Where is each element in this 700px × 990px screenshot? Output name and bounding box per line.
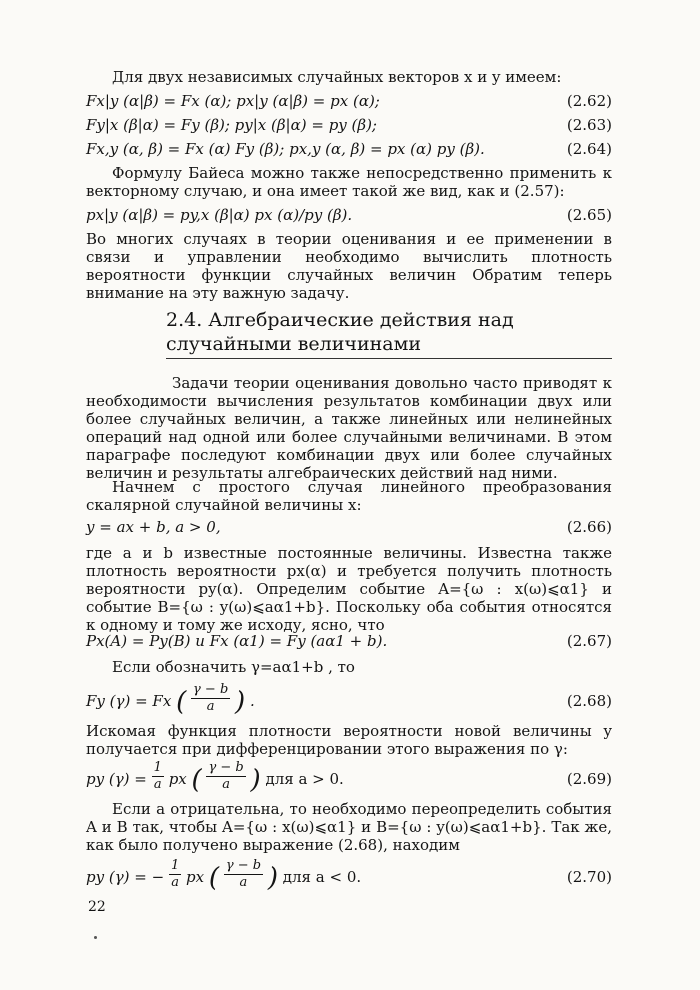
equation-2-69-tail: для a > 0. xyxy=(265,770,344,788)
equation-2-67 xyxy=(86,632,612,654)
equation-2-70-paren-open: ( xyxy=(208,863,220,893)
equation-2-64-expr: Fx,y (α, β) = Fx (α) Fy (β); px,y (α, β) = px (α) py (β). xyxy=(86,140,485,158)
equation-2-68-tail: . xyxy=(249,692,255,710)
equation-2-68-fraction-num: γ − b xyxy=(193,682,229,697)
equation-2-68-lhs: Fy (γ) = Fx xyxy=(86,692,172,710)
functions-paragraph: Во многих случаях в теории оценивания и ее применении в связи и управлении необходимо вычислить плотность вероятности функции случайных величин Обратим теперь внимание на эту важную задачу. xyxy=(86,230,612,302)
derivative-paragraph: Искомая функция плотности вероятности новой величины y получается при дифференцировании этого выражения по γ: xyxy=(86,722,612,758)
events-paragraph: где a и b известные постоянные величины. Известна также плотность вероятности px(α) и требуется получить плотность вероятности py(α). Определим событие A={ω : x(ω)⩽α1} и событие B={ω : y(ω)⩽aα1+b}. Поскольку оба события относятся к одному и тому же исходу, ясно, что xyxy=(86,544,612,634)
equation-2-63 xyxy=(86,116,612,138)
equation-2-64-number: (2.64) xyxy=(566,140,612,158)
equation-2-70-lhs: py (γ) = − xyxy=(86,868,165,886)
equation-2-69-lhs: py (γ) = xyxy=(86,770,147,788)
equation-2-63-number: (2.63) xyxy=(566,116,612,134)
equation-2-68-paren-open: ( xyxy=(176,687,187,717)
equation-2-62-expr: Fx|y (α|β) = Fx (α); px|y (α|β) = px (α); xyxy=(86,92,380,110)
equation-2-68-fraction xyxy=(191,682,230,715)
equation-2-70-tail: для a < 0. xyxy=(282,868,362,886)
equation-2-69-mid: px xyxy=(168,770,187,788)
equation-2-68-fraction-den: a xyxy=(206,699,215,714)
equation-2-65-number: (2.65) xyxy=(566,206,612,224)
bayes-paragraph: Формулу Байеса можно также непосредственно применить к векторному случаю, и она имеет такой же вид, как и (2.57): xyxy=(86,164,612,200)
equation-2-64 xyxy=(86,140,612,162)
equation-2-62 xyxy=(86,92,612,114)
intro-paragraph: Для двух независимых случайных векторов x и y имеем: xyxy=(112,68,562,86)
equation-2-70-fraction xyxy=(224,858,263,891)
gamma-paragraph: Если обозначить γ=aα1+b , то xyxy=(112,658,355,676)
equation-2-67-number: (2.67) xyxy=(566,632,612,650)
equation-2-69-fraction-den: a xyxy=(222,777,230,792)
equation-2-69-number: (2.69) xyxy=(566,770,612,788)
equation-2-69-fraction-num: γ − b xyxy=(208,760,244,775)
equation-2-69-coef xyxy=(152,760,164,793)
section-heading: 2.4. Алгебраические действия над случайными величинами xyxy=(166,309,514,355)
equation-2-70-coef xyxy=(169,858,181,891)
equation-2-70-coef-num: 1 xyxy=(170,858,180,873)
equation-2-70-fraction-num: γ − b xyxy=(225,858,262,873)
equation-2-70-coef-den: a xyxy=(171,875,179,890)
equation-2-69 xyxy=(86,760,612,800)
equation-2-66-expr: y = ax + b, a > 0, xyxy=(86,518,221,536)
equation-2-70-fraction-den: a xyxy=(239,875,248,890)
equation-2-69-paren-close: ) xyxy=(250,765,261,795)
equation-2-69-coef-num: 1 xyxy=(153,760,162,775)
equation-2-70-mid: px xyxy=(186,868,205,886)
equation-2-66 xyxy=(86,518,612,540)
equation-2-67-expr: Px(A) = Py(B) и Fx (α1) = Fy (aα1 + b). xyxy=(86,632,388,650)
equation-2-65-expr: px|y (α|β) = py,x (β|α) px (α)/py (β). xyxy=(86,206,353,224)
equation-2-62-number: (2.62) xyxy=(566,92,612,110)
equation-2-68 xyxy=(86,682,612,722)
equation-2-66-number: (2.66) xyxy=(566,518,612,536)
equation-2-63-expr: Fy|x (β|α) = Fy (β); py|x (β|α) = py (β); xyxy=(86,116,377,134)
equation-2-70 xyxy=(86,858,612,898)
equation-2-69-coef-den: a xyxy=(153,777,162,792)
equation-2-65 xyxy=(86,206,612,228)
equation-2-68-paren-close: ) xyxy=(235,687,246,717)
page-number: 22 xyxy=(88,899,106,915)
equation-2-70-number: (2.70) xyxy=(566,868,612,886)
scan-speck xyxy=(94,936,97,939)
equation-2-69-paren-open: ( xyxy=(191,765,202,795)
equation-2-70-paren-close: ) xyxy=(267,863,278,893)
section-intro-paragraph: Задачи теории оценивания довольно часто приводят к необходимости вычисления результатов комбинации двух или более случайных величин, а также линейных или нелинейных операций над одной или более случайными величинами. В этом параграфе последуют комбинации двух или более случайных величин и результаты алгебраических действий над ними. xyxy=(86,374,612,482)
linear-transform-paragraph: Начнем с простого случая линейного преобразования скалярной случайной величины x: xyxy=(86,478,612,514)
equation-2-69-fraction xyxy=(206,760,245,793)
section-rule xyxy=(166,358,612,359)
equation-2-68-number: (2.68) xyxy=(566,692,612,710)
negative-a-paragraph: Если a отрицательна, то необходимо переопределить события A и B так, чтобы A={ω : x(ω)⩽α1} и B={ω : y(ω)⩽aα1+b}. Так же, как было получено выражение (2.68), находим xyxy=(86,800,612,854)
